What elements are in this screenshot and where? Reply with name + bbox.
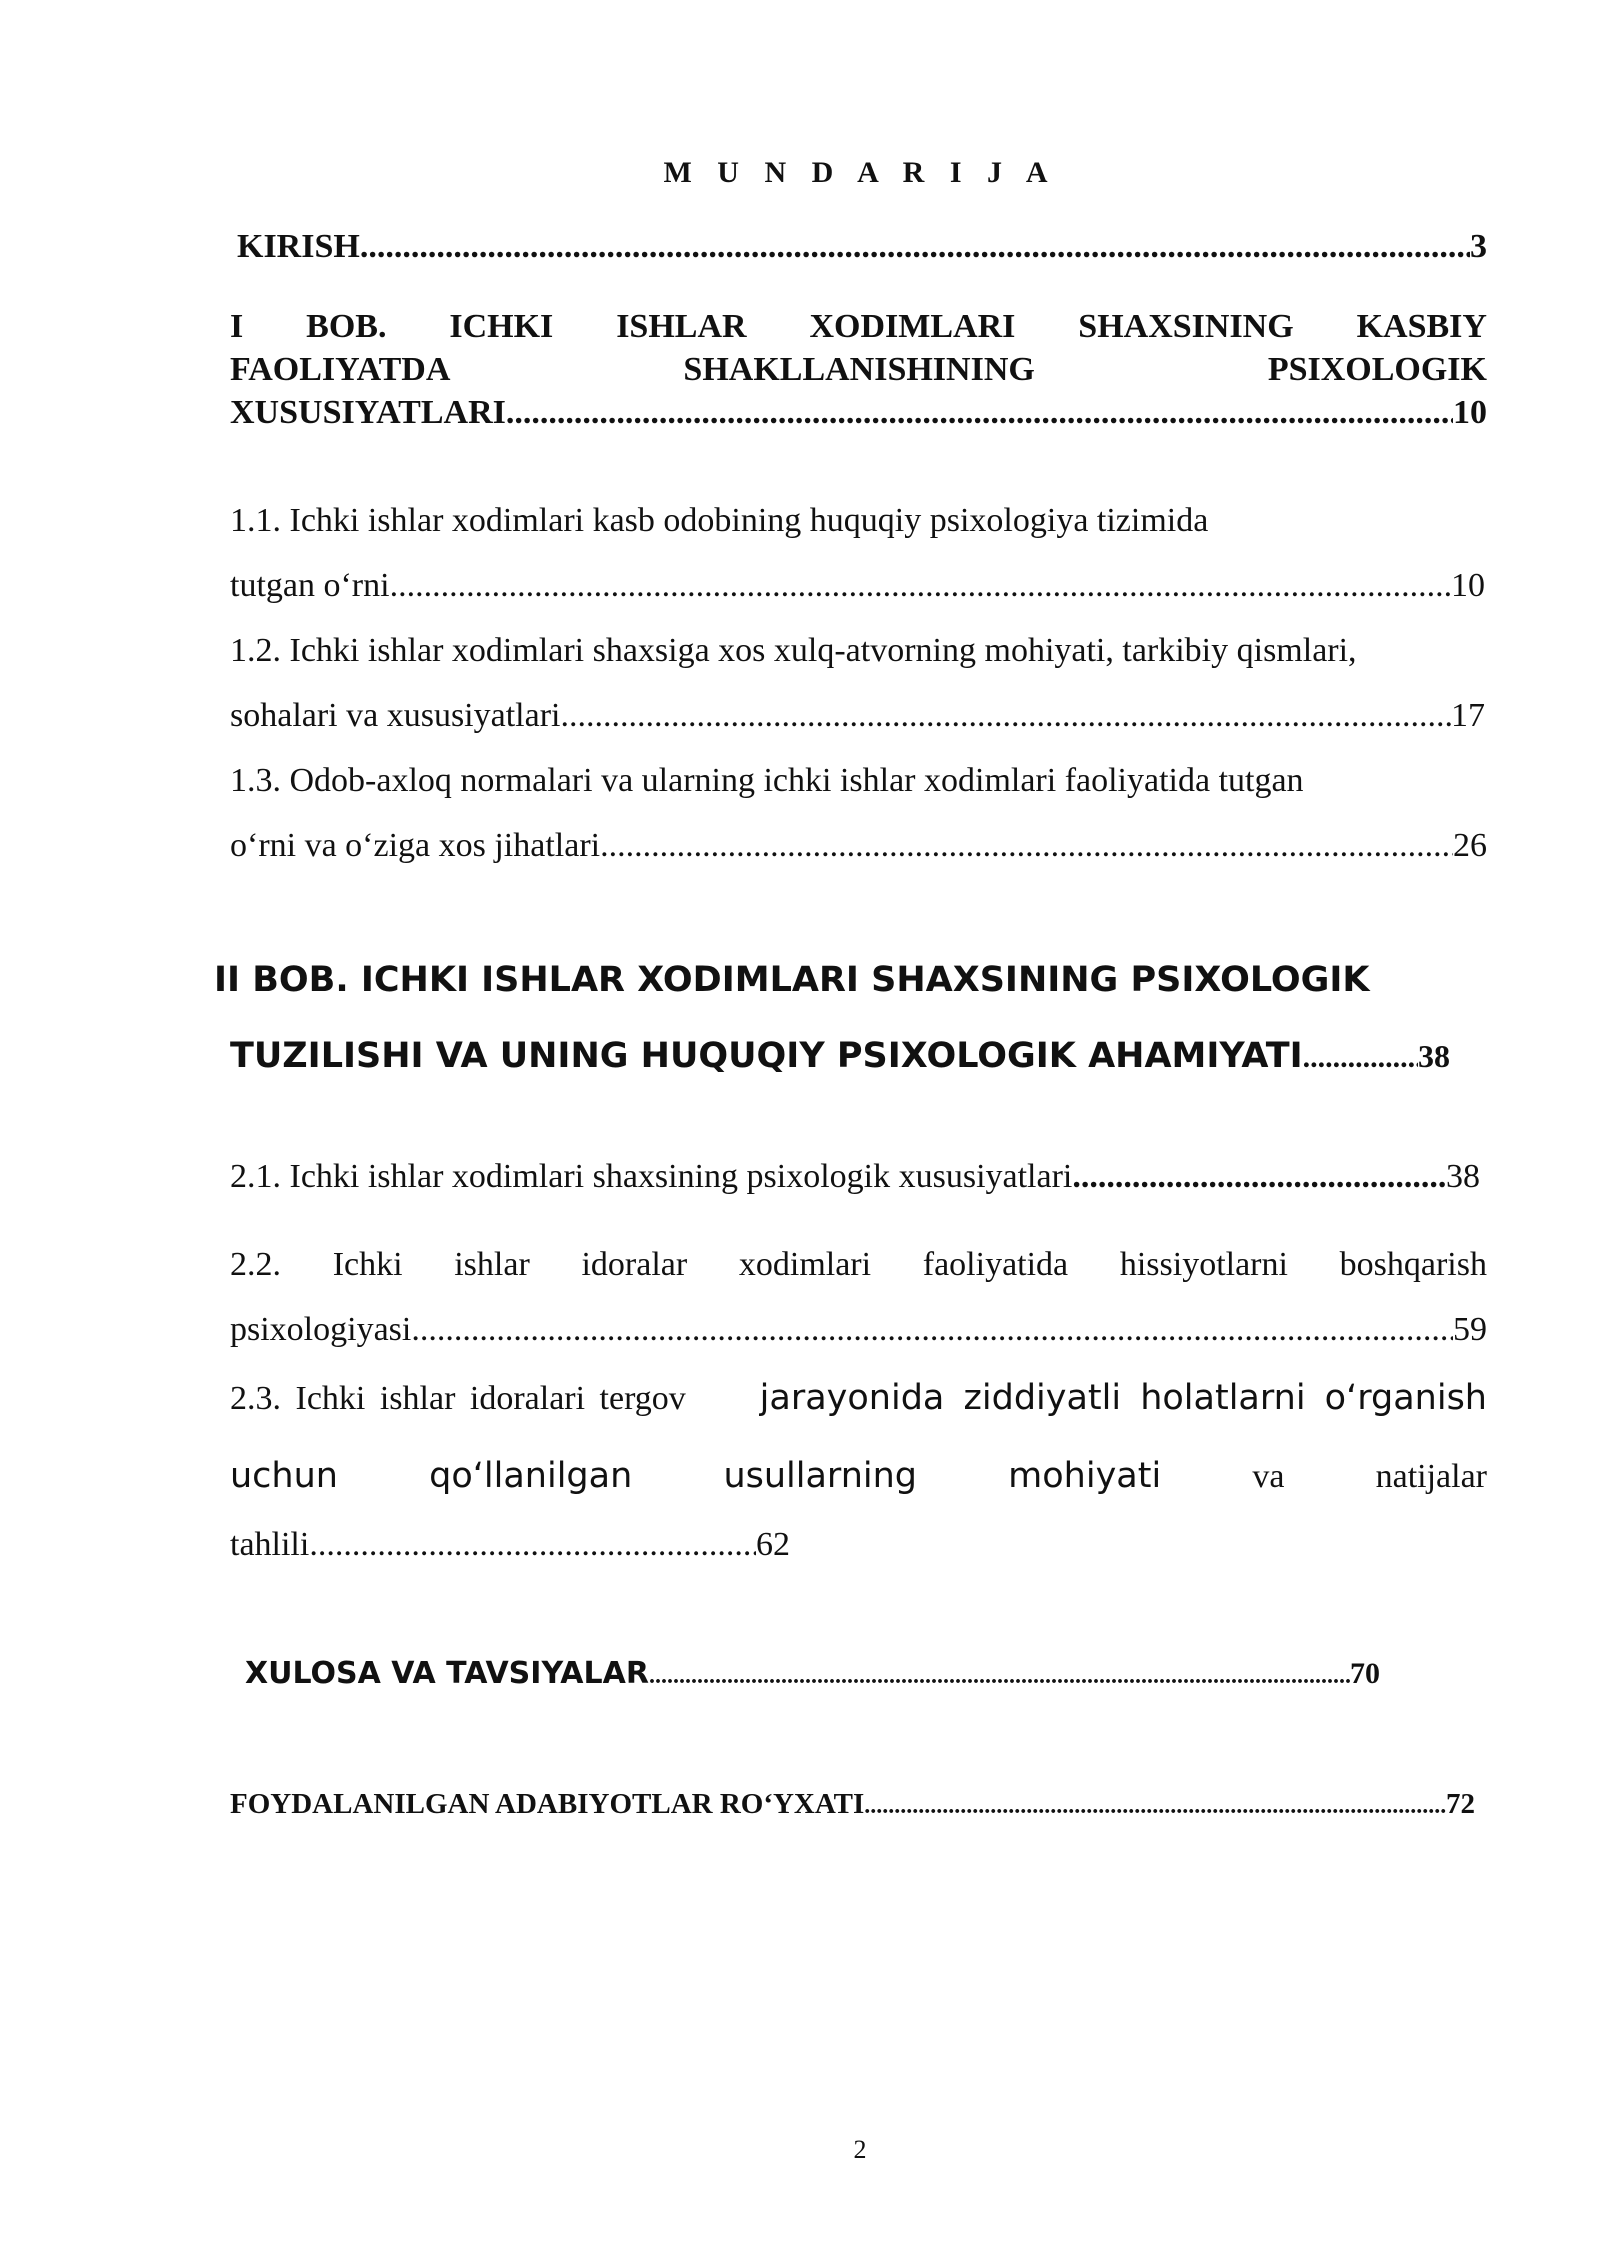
toc-entry-2-3[interactable] xyxy=(230,1526,790,1564)
text-fragment: 2.3. Ichki ishlar idoralari tergov xyxy=(230,1380,686,1417)
word: hissiyotlarni xyxy=(1119,1246,1288,1283)
toc-page-number: 17 xyxy=(1451,697,1485,734)
toc-page-number: 72 xyxy=(1446,1788,1475,1820)
toc-entry-adabiyotlar[interactable] xyxy=(230,1788,1475,1821)
toc-entry-kirish[interactable] xyxy=(237,228,1487,266)
dot-leader xyxy=(600,827,1453,865)
dot-leader xyxy=(864,1793,1446,1820)
dot-leader xyxy=(560,697,1451,735)
toc-entry-label: tutgan o‘rni xyxy=(230,567,390,604)
toc-entry-1-3-line1: 1.3. Odob-axloq normalari va ularning ichki ishlar xodimlari faoliyatida tutgan xyxy=(230,762,1304,799)
toc-entry-label: KIRISH xyxy=(237,228,360,265)
toc-page-number: 26 xyxy=(1453,827,1487,864)
toc-entry-label: XULOSA VA TAVSIYALAR xyxy=(245,1656,649,1691)
word: xodimlari xyxy=(738,1246,872,1283)
dot-leader xyxy=(506,394,1453,432)
toc-page-number: 38 xyxy=(1446,1158,1480,1195)
word: va xyxy=(1252,1458,1285,1495)
dot-leader xyxy=(1303,1041,1418,1075)
text-fragment: jarayonida ziddiyatli holatlarni o‘rganish xyxy=(759,1378,1487,1418)
word: boshqarish xyxy=(1339,1246,1487,1283)
toc-entry-xulosa[interactable] xyxy=(245,1656,1380,1691)
toc-entry-chapter1[interactable] xyxy=(230,394,1487,432)
word: SHAKLLANISHINING xyxy=(683,351,1035,388)
toc-page-number: 70 xyxy=(1350,1657,1380,1690)
dot-leader xyxy=(411,1311,1453,1349)
toc-page-number: 38 xyxy=(1418,1038,1450,1074)
word: usullarning xyxy=(723,1456,918,1496)
toc-page-number: 3 xyxy=(1470,228,1487,265)
toc-page-number: 59 xyxy=(1453,1311,1487,1348)
toc-entry-2-3-line2 xyxy=(230,1456,1487,1496)
toc-chapter1-line2 xyxy=(230,351,1487,389)
toc-entry-1-1[interactable] xyxy=(230,567,1485,605)
dot-leader xyxy=(1072,1158,1446,1196)
page-title: M U N D A R I J A xyxy=(663,156,1057,189)
toc-entry-1-2-line1: 1.2. Ichki ishlar xodimlari shaxsiga xos xulq-atvorning mohiyati, tarkibiy qismlari, xyxy=(230,632,1357,669)
word: idoralar xyxy=(581,1246,688,1283)
word: KASBIY xyxy=(1356,308,1487,345)
word: Ichki xyxy=(332,1246,403,1283)
word: ICHKI xyxy=(449,308,554,345)
toc-entry-2-3-line1 xyxy=(230,1378,1487,1418)
word: FAOLIYATDA xyxy=(230,351,451,388)
toc-entry-1-3[interactable] xyxy=(230,827,1487,865)
toc-entry-2-2[interactable] xyxy=(230,1311,1487,1349)
toc-entry-label: 2.1. Ichki ishlar xodimlari shaxsining psixologik xususiyatlari xyxy=(230,1158,1073,1195)
toc-entry-1-1-line1: 1.1. Ichki ishlar xodimlari kasb odobining huquqiy psixologiya tizimida xyxy=(230,502,1209,539)
word: I xyxy=(230,308,244,345)
word: BOB. xyxy=(306,308,387,345)
word: SHAXSINING xyxy=(1078,308,1294,345)
word: uchun xyxy=(230,1456,338,1496)
toc-entry-label: XUSUSIYATLARI xyxy=(230,394,506,431)
word: ishlar xyxy=(454,1246,530,1283)
word: PSIXOLOGIK xyxy=(1267,351,1487,388)
page-number: 2 xyxy=(853,2135,867,2164)
dot-leader xyxy=(309,1526,756,1564)
word: mohiyati xyxy=(1008,1456,1162,1496)
word: XODIMLARI xyxy=(809,308,1016,345)
toc-entry-label: FOYDALANILGAN ADABIYOTLAR RO‘YXATI xyxy=(230,1788,865,1820)
toc-entry-label: sohalari va xususiyatlari xyxy=(230,697,561,734)
dot-leader xyxy=(649,1663,1350,1690)
toc-entry-2-2-line1 xyxy=(230,1246,1487,1284)
dot-leader xyxy=(390,567,1451,605)
word: qo‘llanilgan xyxy=(429,1456,633,1496)
word: ISHLAR xyxy=(616,308,747,345)
word: 2.2. xyxy=(230,1246,281,1283)
toc-entry-label: tahlili xyxy=(230,1526,310,1563)
toc-page-number: 10 xyxy=(1451,567,1485,604)
toc-page-number: 10 xyxy=(1453,394,1487,431)
toc-entry-label: o‘rni va o‘ziga xos jihatlari xyxy=(230,827,601,864)
word: natijalar xyxy=(1375,1458,1487,1495)
toc-entry-label: TUZILISHI VA UNING HUQUQIY PSIXOLOGIK AHAMIYATI xyxy=(230,1036,1303,1076)
toc-page-number: 62 xyxy=(756,1526,790,1563)
toc-chapter2-line1: II BOB. ICHKI ISHLAR XODIMLARI SHAXSINING PSIXOLOGIK xyxy=(214,960,1370,1000)
toc-chapter1-line1 xyxy=(230,308,1487,346)
toc-entry-chapter2[interactable] xyxy=(230,1036,1450,1076)
toc-entry-2-1[interactable] xyxy=(230,1158,1480,1196)
toc-entry-1-2[interactable] xyxy=(230,697,1485,735)
word: faoliyatida xyxy=(922,1246,1069,1283)
dot-leader xyxy=(360,228,1470,266)
toc-entry-label: psixologiyasi xyxy=(230,1311,412,1348)
